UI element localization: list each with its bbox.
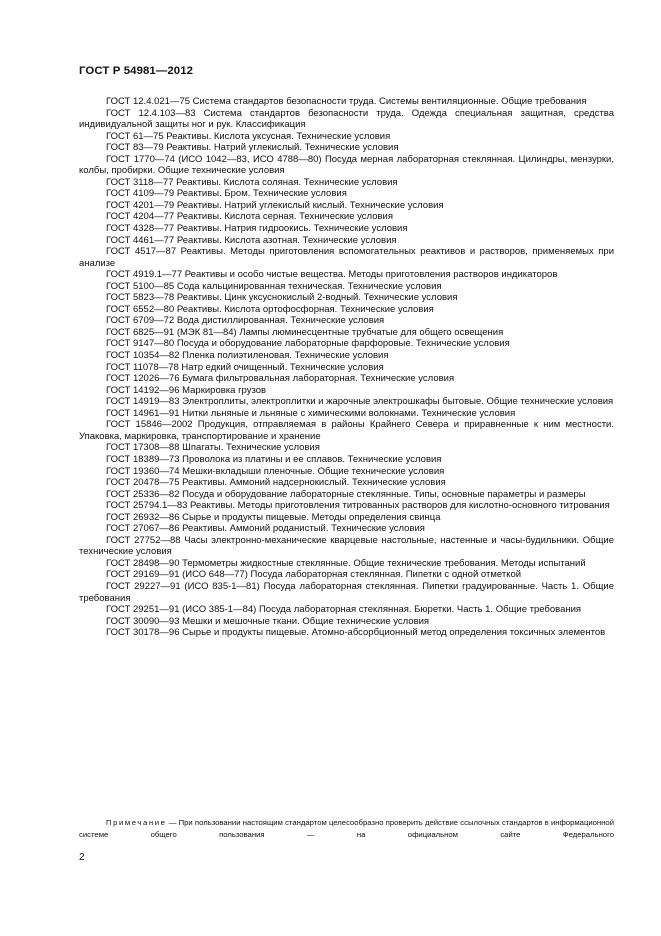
reference-item: ГОСТ 27752—88 Часы электронно-механические кварцевые настольные, настенные и часы-будильники. Общие технические условия: [79, 534, 614, 558]
reference-item: ГОСТ 6709—72 Вода дистиллированная. Технические условия: [106, 315, 385, 327]
reference-item: ГОСТ 9147—80 Посуда и оборудование лабораторные фарфоровые. Технические условия: [106, 338, 510, 350]
reference-item: ГОСТ 4919.1—77 Реактивы и особо чистые вещества. Методы приготовления растворов индикаторов: [106, 269, 558, 281]
reference-item: ГОСТ 27067—86 Реактивы. Аммоний роданистый. Технические условия: [106, 523, 425, 535]
note-paragraph: [79, 817, 614, 840]
reference-item: ГОСТ 4517—87 Реактивы. Методы приготовления вспомогательных реактивов и растворов, применяемых при анализе: [79, 246, 614, 269]
reference-item: ГОСТ 25336—82 Посуда и оборудование лабораторные стеклянные. Типы, основные параметры и размеры: [106, 488, 586, 500]
reference-item: ГОСТ 4201—79 Реактивы. Натрий углекислый кислый. Технические условия: [106, 199, 444, 211]
note-label: Примечание: [106, 818, 167, 827]
normative-references-list: [79, 96, 614, 639]
reference-item: ГОСТ 4461—77 Реактивы. Кислота азотная. Технические условия: [106, 234, 397, 246]
reference-item: ГОСТ 12.4.021—75 Система стандартов безопасности труда. Системы вентиляционные. Общие требования: [106, 96, 587, 107]
reference-item: ГОСТ 4328—77 Реактивы. Натрия гидроокись. Технические условия: [106, 223, 408, 235]
page-number: 2: [79, 852, 85, 863]
reference-item: ГОСТ 14919—83 Электроплиты, электроплитки и жарочные электрошкафы бытовые. Общие технические условия: [106, 396, 614, 408]
reference-item: ГОСТ 17308—88 Шпагаты. Технические условия: [106, 442, 320, 454]
reference-item: ГОСТ 5100—85 Сода кальцинированная техническая. Технические условия: [106, 280, 442, 292]
reference-item: ГОСТ 3118—77 Реактивы. Кислота соляная. Технические условия: [106, 176, 398, 188]
reference-item: ГОСТ 30178—96 Сырье и продукты пищевые. Атомно-абсорбционный метод определения токсичных элементов: [106, 627, 606, 639]
reference-item: ГОСТ 26932—86 Сырье и продукты пищевые. Методы определения свинца: [106, 511, 441, 523]
reference-item: ГОСТ 12026—76 Бумага фильтровальная лабораторная. Технические условия: [106, 373, 455, 385]
reference-item: ГОСТ 25794.1—83 Реактивы. Методы приготовления титрованных растворов для кислотно-основного титрования: [106, 500, 610, 512]
reference-item: ГОСТ 19360—74 Мешки-вкладыши пленочные. Общие технические условия: [106, 465, 445, 477]
reference-item: ГОСТ 5823—78 Реактивы. Цинк уксуснокислый 2-водный. Технические условия: [106, 292, 458, 304]
document-header: ГОСТ Р 54981—2012: [79, 65, 194, 77]
reference-item: ГОСТ 10354—82 Пленка полиэтиленовая. Технические условия: [106, 350, 389, 362]
reference-item: ГОСТ 1770—74 (ИСО 1042—83, ИСО 4788—80) Посуда мерная лабораторная стеклянная. Цилиндры, мензурки, колбы, пробирки. Общие технические условия: [79, 153, 614, 177]
reference-item: ГОСТ 14961—91 Нитки льняные и льняные с химическими волокнами. Технические условия: [106, 407, 516, 419]
reference-item: ГОСТ 20478—75 Реактивы. Аммоний надсернокислый. Технические условия: [106, 477, 446, 489]
reference-item: ГОСТ 29227—91 (ИСО 835-1—81) Посуда лабораторная стеклянная. Пипетки градуированные. Часть 1. Общие требования: [79, 580, 614, 604]
reference-item: ГОСТ 4204—77 Реактивы. Кислота серная. Технические условия: [106, 211, 393, 223]
reference-item: ГОСТ 61—75 Реактивы. Кислота уксусная. Технические условия: [106, 130, 391, 142]
reference-item: ГОСТ 29169—91 (ИСО 648—77) Посуда лабораторная стеклянная. Пипетки с одной отметкой: [106, 569, 522, 581]
reference-item: ГОСТ 12.4.103—83 Система стандартов безопасности труда. Одежда специальная защитная, средства индивидуальной защиты ног и рук. Классификация: [79, 107, 614, 131]
reference-item: ГОСТ 18389—73 Проволока из платины и ее сплавов. Технические условия: [106, 453, 442, 465]
note-text: — При пользовании настоящим стандартом целесообразно проверить действие ссылочных стандартов в информационной системе общего пользования — на официальном сайте Федерального: [79, 818, 614, 839]
reference-item: ГОСТ 29251—91 (ИСО 385-1—84) Посуда лабораторная стеклянная. Бюретки. Часть 1. Общие требования: [106, 604, 582, 616]
reference-item: ГОСТ 11078—78 Натр едкий очищенный. Технические условия: [106, 361, 384, 373]
reference-item: ГОСТ 4109—79 Реактивы. Бром. Технические условия: [106, 188, 347, 200]
reference-item: ГОСТ 6825—91 (МЭК 81—84) Лампы люминесцентные трубчатые для общего освещения: [106, 326, 504, 338]
reference-item: ГОСТ 28498—90 Термометры жидкостные стеклянные. Общие технические требования. Методы испытаний: [106, 557, 586, 569]
reference-item: ГОСТ 14192—96 Маркировка грузов: [106, 384, 267, 396]
reference-item: ГОСТ 30090—93 Мешки и мешочные ткани. Общие технические условия: [106, 615, 430, 627]
reference-item: ГОСТ 15846—2002 Продукция, отправляемая в районы Крайнего Севера и приравненные к ним местности. Упаковка, маркировка, транспортирование и хранение: [79, 419, 614, 442]
reference-item: ГОСТ 83—79 Реактивы. Натрий углекислый. Технические условия: [106, 142, 399, 154]
reference-item: ГОСТ 6552—80 Реактивы. Кислота ортофосфорная. Технические условия: [106, 303, 434, 315]
